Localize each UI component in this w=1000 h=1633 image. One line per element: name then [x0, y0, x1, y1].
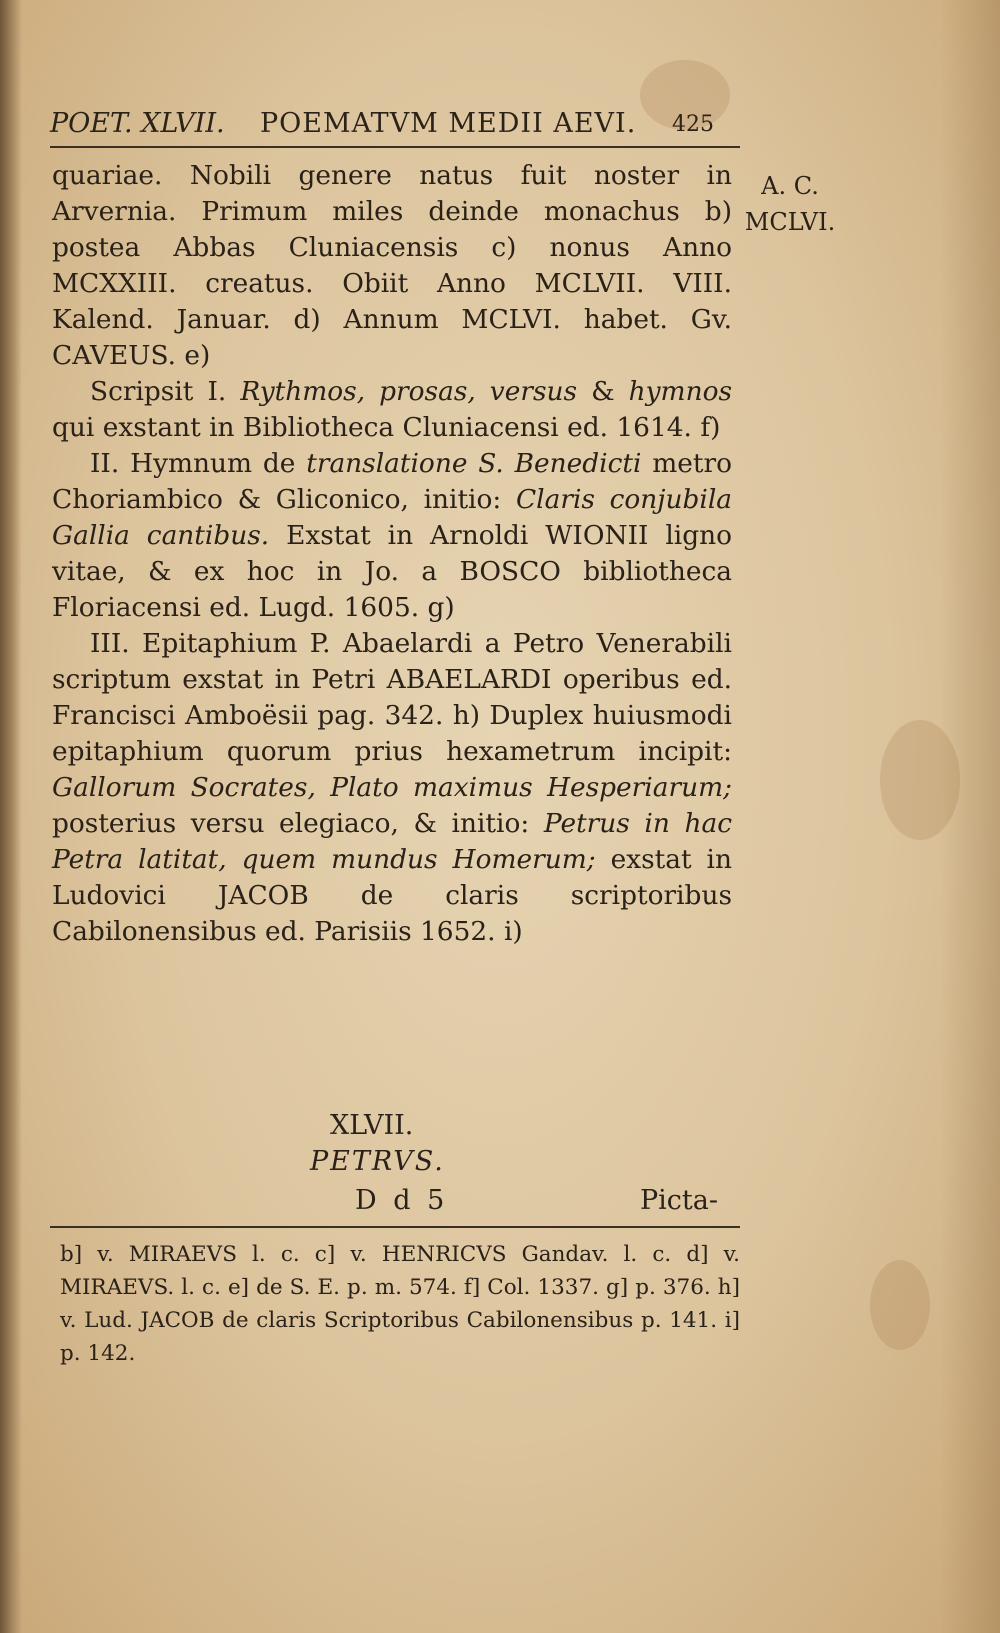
- margin-note-line: A. C.: [761, 172, 819, 200]
- signature-mark: D d 5: [355, 1185, 449, 1216]
- running-head-title: POEMATVM MEDII AEVI.: [260, 108, 637, 139]
- running-head-left: POET. XLVII.: [50, 108, 225, 139]
- running-head: [50, 104, 750, 144]
- section-number: XLVII.: [330, 1110, 414, 1141]
- section-heading: PETRVS.: [310, 1146, 445, 1177]
- paper-stain: [870, 1260, 930, 1350]
- text-run: Exstat in Arnoldi WIONII ligno vitae, & ex hoc in Jo. a BOSCO bibliotheca Floriacensi ed. Lugd. 1605. g): [52, 520, 733, 623]
- text-run: qui exstant in Bibliotheca Cluniacensi ed. 1614. f): [52, 412, 721, 443]
- italic-run: Petrus in hac Petra latitat, quem mundus Homerum;: [52, 808, 732, 875]
- paragraph-item-1: [52, 374, 732, 446]
- text-run: posterius versu elegiaco, & initio:: [52, 808, 544, 839]
- catchword: Picta-: [640, 1185, 718, 1216]
- text-run: II. Hymnum de: [90, 448, 307, 479]
- text-run: III. Epitaphium P. Abaelardi a Petro Venerabili scriptum exstat in Petri ABAELARDI operibus ed. Francisci Amboësii pag. 342. h) Duplex huiusmodi epitaphium quorum prius hexametrum incipit:: [52, 628, 732, 767]
- paper-stain: [880, 720, 960, 840]
- text-run: &: [577, 376, 629, 407]
- header-rule: [50, 146, 740, 148]
- paragraph-item-2: [52, 446, 732, 626]
- text-run: exstat in Ludovici JACOB de claris scriptoribus Cabilonensibus ed. Parisiis 1652. i): [52, 844, 732, 947]
- paragraph-item-3: [52, 626, 732, 950]
- page-number: 425: [672, 112, 714, 137]
- page-gutter: [0, 0, 22, 1633]
- margin-year-note: [740, 168, 840, 240]
- italic-run: hymnos: [628, 376, 732, 407]
- text-run: Scripsit I.: [90, 376, 241, 407]
- italic-run: translatione S. Benedicti: [306, 448, 642, 479]
- italic-run: Gallorum Socrates, Plato maximus Hesperiarum;: [52, 772, 732, 803]
- margin-note-line: MCLVI.: [744, 208, 836, 236]
- footnote-rule: [50, 1226, 740, 1228]
- italic-run: Rythmos, prosas, versus: [240, 376, 578, 407]
- main-text: [52, 158, 732, 950]
- paragraph-intro: quariae. Nobili genere natus fuit noster in Arvernia. Primum miles deinde monachus b) postea Abbas Cluniacensis c) nonus Anno MCXXIII. creatus. Obiit Anno MCLVII. VIII. Kalend. Januar. d) Annum MCLVI. habet. Gv. CAVEUS. e): [52, 160, 732, 371]
- italic-run: Claris conjubila Gallia cantibus.: [52, 484, 732, 551]
- footnote-text: b] v. MIRAEVS l. c. c] v. HENRICVS Gandav. l. c. d] v. MIRAEVS. l. c. e] de S. E. p. m. 574. f] Col. 1337. g] p. 376. h] v. Lud. JACOB de claris Scriptoribus Cabilonensibus p. 141. i] p. 142.: [60, 1242, 740, 1366]
- text-run: metro Choriambico & Gliconico, initio:: [52, 448, 733, 515]
- footnotes: [60, 1238, 740, 1370]
